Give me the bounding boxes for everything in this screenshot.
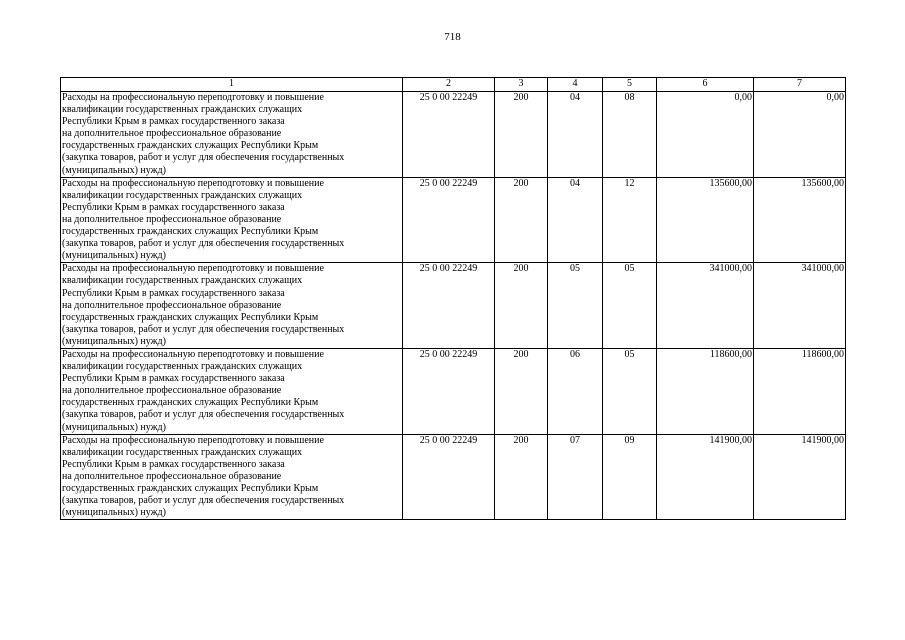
expense-name-line: Республики Крым в рамках государственного заказа	[62, 373, 285, 385]
expense-name-line: государственных гражданских служащих Республики Крым	[62, 397, 319, 409]
expense-name-line: государственных гражданских служащих Республики Крым	[62, 311, 319, 323]
subsection-cell: 12	[603, 177, 657, 263]
table-row	[61, 434, 846, 520]
section-cell: 07	[548, 434, 603, 520]
expense-name-line: Расходы на профессиональную переподготовку и повышение	[62, 177, 324, 189]
expense-type-cell: 200	[495, 348, 548, 434]
target-article-cell: 25 0 00 22249	[403, 434, 495, 520]
table-row	[61, 263, 846, 349]
amount-col7-cell: 0,00	[754, 92, 846, 178]
section-cell: 04	[548, 92, 603, 178]
expense-name-line: Расходы на профессиональную переподготовку и повышение	[62, 92, 324, 103]
amount-col6-cell: 141900,00	[657, 434, 754, 520]
amount-col6-cell: 118600,00	[657, 348, 754, 434]
subsection-cell: 08	[603, 92, 657, 178]
expense-name-line: Расходы на профессиональную переподготовку и повышение	[62, 348, 324, 360]
expense-name-line: на дополнительное профессиональное образование	[62, 299, 282, 311]
budget-table	[60, 77, 846, 520]
expense-name-line: (муниципальных) нужд)	[62, 507, 166, 519]
expense-type-cell: 200	[495, 263, 548, 349]
expense-name-line: квалификации государственных гражданских служащих	[62, 189, 303, 201]
expense-name-line: на дополнительное профессиональное образование	[62, 470, 282, 482]
expense-name-line: на дополнительное профессиональное образование	[62, 128, 282, 140]
expense-name-line: (закупка товаров, работ и услуг для обеспечения государственных	[62, 323, 345, 335]
expense-name-line: Расходы на профессиональную переподготовку и повышение	[62, 263, 324, 275]
expense-name-line: на дополнительное профессиональное образование	[62, 385, 282, 397]
expense-name-line: на дополнительное профессиональное образование	[62, 213, 282, 225]
expense-name-line: квалификации государственных гражданских служащих	[62, 361, 303, 373]
expense-name-line: государственных гражданских служащих Республики Крым	[62, 140, 319, 152]
expense-name-line: квалификации государственных гражданских служащих	[62, 104, 303, 116]
expense-name-cell	[61, 263, 403, 349]
section-cell: 05	[548, 263, 603, 349]
expense-name-line: квалификации государственных гражданских служащих	[62, 275, 303, 287]
expense-type-cell: 200	[495, 434, 548, 520]
expense-name-cell	[61, 348, 403, 434]
expense-type-cell: 200	[495, 92, 548, 178]
table-header	[61, 78, 846, 92]
section-cell: 04	[548, 177, 603, 263]
subsection-cell: 09	[603, 434, 657, 520]
amount-col7-cell: 341000,00	[754, 263, 846, 349]
section-cell: 06	[548, 348, 603, 434]
expense-name-line: (закупка товаров, работ и услуг для обеспечения государственных	[62, 409, 345, 421]
header-col-5: 5	[603, 78, 657, 92]
amount-col6-cell: 135600,00	[657, 177, 754, 263]
amount-col7-cell: 135600,00	[754, 177, 846, 263]
expense-name-line: (муниципальных) нужд)	[62, 164, 166, 176]
expense-name-line: (муниципальных) нужд)	[62, 335, 166, 347]
amount-col7-cell: 118600,00	[754, 348, 846, 434]
table-row	[61, 177, 846, 263]
expense-name-line: государственных гражданских служащих Республики Крым	[62, 226, 319, 238]
expense-name-line: Республики Крым в рамках государственного заказа	[62, 287, 285, 299]
expense-name-line: (закупка товаров, работ и услуг для обеспечения государственных	[62, 152, 345, 164]
expense-name-line: (муниципальных) нужд)	[62, 250, 166, 262]
subsection-cell: 05	[603, 348, 657, 434]
expense-name-cell	[61, 177, 403, 263]
target-article-cell: 25 0 00 22249	[403, 348, 495, 434]
expense-name-line: (закупка товаров, работ и услуг для обеспечения государственных	[62, 238, 345, 250]
subsection-cell: 05	[603, 263, 657, 349]
table-row	[61, 92, 846, 178]
amount-col6-cell: 341000,00	[657, 263, 754, 349]
header-row	[61, 78, 846, 92]
header-col-1: 1	[61, 78, 403, 92]
expense-name-cell	[61, 92, 403, 178]
header-col-3: 3	[495, 78, 548, 92]
expense-name-line: Республики Крым в рамках государственного заказа	[62, 116, 285, 128]
expense-name-cell	[61, 434, 403, 520]
page-number: 718	[444, 31, 461, 43]
table-row	[61, 348, 846, 434]
expense-name-line: (закупка товаров, работ и услуг для обеспечения государственных	[62, 495, 345, 507]
table-body	[61, 92, 846, 520]
header-col-4: 4	[548, 78, 603, 92]
amount-col6-cell: 0,00	[657, 92, 754, 178]
expense-name-line: Республики Крым в рамках государственного заказа	[62, 201, 285, 213]
expense-name-line: (муниципальных) нужд)	[62, 421, 166, 433]
header-col-7: 7	[754, 78, 846, 92]
expense-type-cell: 200	[495, 177, 548, 263]
target-article-cell: 25 0 00 22249	[403, 92, 495, 178]
header-col-6: 6	[657, 78, 754, 92]
expense-name-line: Расходы на профессиональную переподготовку и повышение	[62, 434, 324, 446]
target-article-cell: 25 0 00 22249	[403, 177, 495, 263]
header-col-2: 2	[403, 78, 495, 92]
amount-col7-cell: 141900,00	[754, 434, 846, 520]
expense-name-line: Республики Крым в рамках государственного заказа	[62, 458, 285, 470]
target-article-cell: 25 0 00 22249	[403, 263, 495, 349]
expense-name-line: квалификации государственных гражданских служащих	[62, 446, 303, 458]
expense-name-line: государственных гражданских служащих Республики Крым	[62, 483, 319, 494]
